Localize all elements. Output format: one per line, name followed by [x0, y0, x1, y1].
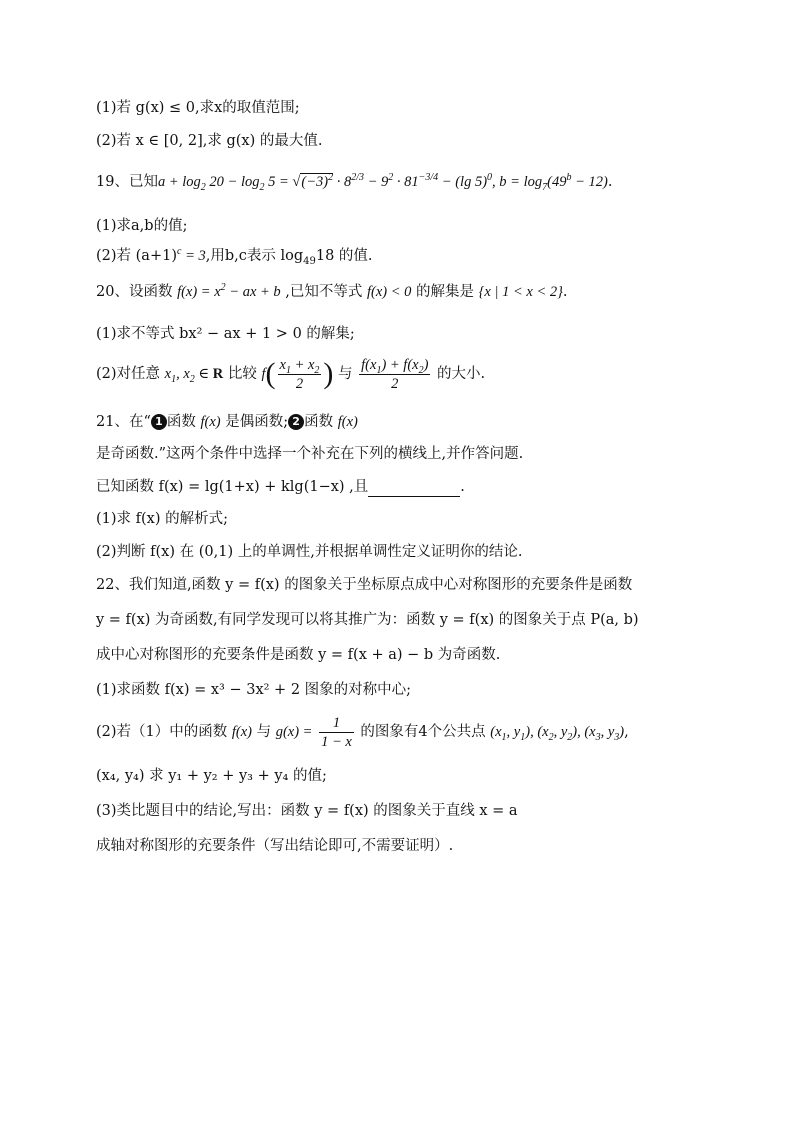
q20-stem: 20、设函数 $f(x) = x^2$ − ax + b ,已知不等式 f(x) < 0 的解集是 {x | 1 < x < 2}. — [96, 282, 568, 300]
q20-label: 20、设函数 — [96, 284, 178, 300]
q21-part2-text: (2)判断 f(x) 在 (0,1) 上的单调性,并根据单调性定义证明你的结论. — [96, 544, 523, 560]
q19-part2-lead: (2)若 (a+1) — [96, 248, 177, 264]
q22-generalization-text: y = f(x) 为奇函数,有同学发现可以将其推广为：函数 y = f(x) 的图象关于点 P(a, b) — [96, 612, 639, 628]
q20-part2-lead: (2)对任意 — [96, 366, 165, 382]
q22-part1-text: (1)求函数 f(x) = x³ − 3x² + 2 图象的对称中心; — [96, 682, 412, 698]
q18-part1 — [96, 98, 300, 118]
q20-part1-text: (1)求不等式 bx² − ax + 1 > 0 的解集; — [96, 326, 355, 342]
q19-part1 — [96, 216, 187, 236]
q22-part3-text: (3)类比题目中的结论,写出：函数 y = f(x) 的图象关于直线 x = a — [96, 803, 518, 819]
q21-given-text: 已知函数 f(x) = lg(1+x) + klg(1−x) ,且 — [96, 479, 369, 495]
q22-part2-cont — [96, 766, 327, 786]
q22-part3 — [96, 801, 518, 821]
q20-part2: (2)对任意 $x_1$, $x_2$ ∈ R 比较 f( $\frac{x_1 + x_2}{2}$ ) 与 $\frac{f(x_1) + f(x_2)}{2}$ 的大小. — [96, 356, 486, 392]
q21-conditions — [96, 444, 523, 464]
q18-part2-text: (2)若 x ∈ [0, 2],求 g(x) 的最大值. — [96, 133, 323, 149]
q22-part3-cont-text: 成轴对称图形的充要条件（写出结论即可,不需要证明）. — [96, 838, 454, 854]
circled-two-icon: 2 — [288, 414, 304, 430]
q22-part1 — [96, 680, 411, 700]
q20-part1 — [96, 324, 355, 344]
q19-part2: (2)若 $(a+1)^c = 3$,用b,c表示 $\log_{49}18$ 的值. — [96, 246, 373, 267]
q21-conditions-text: 是奇函数.”这两个条件中选择一个补充在下列的横线上,并作答问题. — [96, 446, 524, 462]
q19-label: 19、已知 — [96, 174, 158, 190]
q21-part2 — [96, 542, 522, 562]
q21-part1 — [96, 509, 228, 529]
q22-condition — [96, 645, 500, 665]
q21-part1-text: (1)求 f(x) 的解析式; — [96, 511, 229, 527]
q21-label: 21、在“ — [96, 414, 151, 430]
q18-part1-text: (1)若 g(x) ≤ 0,求x的取值范围; — [96, 100, 300, 116]
q22-part2-cont-text: (x₄, y₄) 求 y₁ + y₂ + y₃ + y₄ 的值; — [96, 768, 327, 784]
q22-stem-text: 22、我们知道,函数 y = f(x) 的图象关于坐标原点成中心对称图形的充要条件是函数 — [96, 577, 633, 593]
q21-given: 已知函数 f(x) = lg(1+x) + klg(1−x) ,且 . — [96, 479, 465, 495]
q22-part3-cont — [96, 836, 453, 856]
q19-part1-text: (1)求a,b的值; — [96, 218, 188, 234]
q22-generalization — [96, 610, 639, 630]
q19-stem: 19、已知$a + \log_2 20 - \log_2 5 = √(-3)^2 \cdot 8^{2/3} - 9^2 \cdot 81^{-3/4} - (\lg$ 5)$^0$, $b = \log_7(49^b - 12)$. — [96, 172, 613, 193]
q22-part2: (2)若（1）中的函数 f(x) 与 g(x) = $\frac{1}{1 - x}$ 的图象有4个公共点 ($x_1$, $y_1$), ($x_2$, $y_2$), ($x_3$, $y_3$), — [96, 714, 629, 750]
q18-part2 — [96, 131, 322, 151]
q22-stem — [96, 575, 632, 595]
circled-one-icon: 1 — [151, 414, 167, 430]
fill-in-blank — [368, 482, 460, 497]
q22-condition-text: 成中心对称图形的充要条件是函数 y = f(x + a) − b 为奇函数. — [96, 647, 501, 663]
q21-stem: 21、在“ 1 函数 f(x) 是偶函数; 2 函数 f(x) — [96, 414, 358, 430]
q19-formula: $a + \log_2 20 - \log_2 5 = √(-3)^2 \cdot 8^{2/3} - 9^2 \cdot 81^{-3/4} - (\lg$ 5)$^0$, $b = \log_7(49^b - 12)$ — [157, 172, 608, 193]
